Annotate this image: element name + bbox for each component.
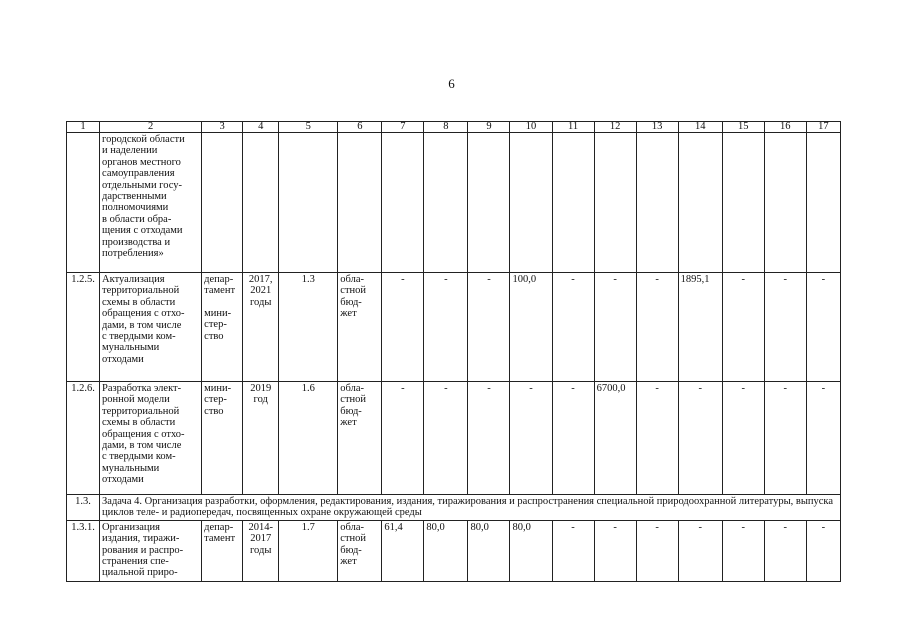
header-cell: 4 <box>243 122 279 133</box>
value-cell: - <box>764 273 806 382</box>
empty-cell <box>636 133 678 273</box>
name-cell-line: производства и <box>102 236 171 248</box>
task-row <box>67 495 841 521</box>
value-cell: - <box>424 382 468 495</box>
years-cell-line: 2021 <box>250 285 272 297</box>
executor-cell-line <box>204 297 240 308</box>
header-cell: 17 <box>806 122 840 133</box>
value-cell: 80,0 <box>424 520 468 581</box>
name-cell-line: ронной модели <box>102 394 170 406</box>
indicator-cell: 1.7 <box>279 520 338 581</box>
value-cell: - <box>678 520 722 581</box>
row-id-cell: 1.2.6. <box>67 382 100 495</box>
table-row <box>67 133 841 273</box>
years-cell-line: годы <box>250 296 272 308</box>
executor-cell-line: тамент <box>204 285 236 297</box>
years-cell-line: 2017, <box>248 274 273 285</box>
value-cell: 61,4 <box>382 520 424 581</box>
value-cell: - <box>636 273 678 382</box>
value-cell: 80,0 <box>468 520 510 581</box>
header-cell: 8 <box>424 122 468 133</box>
source-cell-line: обла- <box>340 383 365 394</box>
name-cell-line: Разработка элект- <box>102 383 182 394</box>
value-cell: - <box>468 382 510 495</box>
name-cell-line: отдельными госу- <box>102 179 183 191</box>
value-cell: - <box>636 382 678 495</box>
header-cell: 2 <box>100 122 202 133</box>
value-cell: - <box>594 273 636 382</box>
empty-cell <box>764 133 806 273</box>
executor-cell-line: стер- <box>204 319 227 331</box>
name-cell-line: с твердыми ком- <box>102 451 176 463</box>
name-cell-line: с твердыми ком- <box>102 331 176 343</box>
executor-cell-line: ство <box>204 405 224 417</box>
source-cell-line: жет <box>340 308 357 320</box>
executor-cell-line: мини- <box>204 307 232 319</box>
row-id-cell: 1.3. <box>67 495 100 521</box>
value-cell: - <box>382 273 424 382</box>
empty-cell <box>468 133 510 273</box>
table-row <box>67 273 841 382</box>
empty-cell <box>806 133 840 273</box>
empty-cell <box>678 133 722 273</box>
source-cell-line: стной <box>340 394 367 406</box>
value-cell: - <box>806 382 840 495</box>
name-cell-line: рования и распро- <box>102 544 184 556</box>
name-cell-line: обращения с отхо- <box>102 308 185 320</box>
name-cell-line: странения спе- <box>102 556 169 568</box>
empty-cell <box>552 133 594 273</box>
empty-cell <box>382 133 424 273</box>
executor-cell-line: ство <box>204 330 224 342</box>
value-cell: - <box>806 520 840 581</box>
source-cell-line: жет <box>340 417 357 429</box>
value-cell: - <box>722 273 764 382</box>
empty-cell <box>424 133 468 273</box>
value-cell: 80,0 <box>510 520 552 581</box>
name-cell <box>100 273 202 382</box>
executor-cell-line: тамент <box>204 533 236 545</box>
value-cell: 100,0 <box>510 273 552 382</box>
name-cell-line: территориальной <box>102 405 180 417</box>
name-cell-line: схемы в области <box>102 296 176 308</box>
source-cell-line: бюд- <box>340 405 362 417</box>
years-cell <box>243 273 279 382</box>
name-cell-line: и наделении <box>102 145 158 157</box>
value-cell: - <box>552 273 594 382</box>
executor-cell-line: депар- <box>204 521 234 533</box>
name-cell <box>100 520 202 581</box>
empty-cell <box>202 133 243 273</box>
header-cell: 7 <box>382 122 424 133</box>
header-cell: 14 <box>678 122 722 133</box>
header-cell: 12 <box>594 122 636 133</box>
value-cell: - <box>722 382 764 495</box>
name-cell-line: самоуправления <box>102 168 175 180</box>
name-cell-line: дами, в том числе <box>102 440 182 452</box>
value-cell: - <box>806 273 840 382</box>
value-cell: - <box>594 520 636 581</box>
indicator-cell: 1.6 <box>279 382 338 495</box>
value-cell: - <box>764 382 806 495</box>
name-cell <box>100 133 202 273</box>
name-cell-line: дарственными <box>102 191 167 203</box>
value-cell: - <box>636 520 678 581</box>
source-cell-line: жет <box>340 556 357 568</box>
source-cell-line: стной <box>340 285 367 297</box>
source-cell-line: обла- <box>340 274 365 285</box>
value-cell: - <box>382 382 424 495</box>
name-cell-line: потребления» <box>102 248 164 260</box>
name-cell-line: Организация <box>102 521 160 533</box>
years-cell-line: 2014- <box>248 521 273 533</box>
empty-cell <box>338 133 382 273</box>
header-cell: 15 <box>722 122 764 133</box>
header-cell: 13 <box>636 122 678 133</box>
name-cell-line: мунальными <box>102 342 160 354</box>
name-cell-line: отходами <box>102 353 144 365</box>
empty-cell <box>594 133 636 273</box>
name-cell-line: обращения с отхо- <box>102 428 185 440</box>
name-cell-line: органов местного <box>102 156 181 168</box>
name-cell-line: территориальной <box>102 285 180 297</box>
name-cell-line: городской области <box>102 134 185 145</box>
source-cell-line: бюд- <box>340 544 362 556</box>
header-cell: 6 <box>338 122 382 133</box>
empty-cell <box>510 133 552 273</box>
value-cell: - <box>552 382 594 495</box>
executor-cell <box>202 520 243 581</box>
row-id-cell: 1.2.5. <box>67 273 100 382</box>
executor-cell-line: мини- <box>204 383 232 394</box>
years-cell-line: 2017 <box>250 533 272 545</box>
page-number: 6 <box>448 76 455 91</box>
name-cell-line: издания, тиражи- <box>102 533 180 545</box>
executor-cell-line: стер- <box>204 394 227 406</box>
value-cell: - <box>722 520 764 581</box>
name-cell-line: Актуализация <box>102 274 165 285</box>
name-cell-line: в области обра- <box>102 213 172 225</box>
header-cell: 10 <box>510 122 552 133</box>
source-cell-line: обла- <box>340 521 365 533</box>
value-cell: - <box>552 520 594 581</box>
source-cell <box>338 382 382 495</box>
task-text-cell: Задача 4. Организация разработки, оформления, редактирования, издания, тиражирования и распространения специальной природоохранной литературы, выпуска циклов теле- и радиопередач, посвященных охране окружающей среды <box>100 495 841 521</box>
name-cell-line: отходами <box>102 474 144 486</box>
empty-cell <box>722 133 764 273</box>
name-cell-line: циальной приро- <box>102 567 178 579</box>
executor-cell-line: депар- <box>204 274 234 285</box>
header-cell: 1 <box>67 122 100 133</box>
value-cell: - <box>510 382 552 495</box>
executor-cell <box>202 382 243 495</box>
header-cell: 11 <box>552 122 594 133</box>
name-cell <box>100 382 202 495</box>
value-cell: - <box>678 382 722 495</box>
years-cell-line: год <box>253 394 268 406</box>
value-cell: - <box>424 273 468 382</box>
source-cell <box>338 520 382 581</box>
name-cell-line: дами, в том числе <box>102 319 182 331</box>
value-cell: 6700,0 <box>594 382 636 495</box>
table-row <box>67 520 841 581</box>
name-cell-line: мунальными <box>102 462 160 474</box>
header-cell: 5 <box>279 122 338 133</box>
years-cell-line: годы <box>250 544 272 556</box>
years-cell <box>243 382 279 495</box>
name-cell-line: схемы в области <box>102 417 176 429</box>
years-cell-line: 2019 <box>250 383 272 394</box>
header-cell: 9 <box>468 122 510 133</box>
table-row <box>67 382 841 495</box>
name-cell-line: щения с отходами <box>102 225 183 237</box>
value-cell: - <box>468 273 510 382</box>
value-cell: - <box>764 520 806 581</box>
indicator-cell: 1.3 <box>279 273 338 382</box>
row-id-cell: 1.3.1. <box>67 520 100 581</box>
source-cell <box>338 273 382 382</box>
empty-cell <box>243 133 279 273</box>
row-id-cell <box>67 133 100 273</box>
header-cell: 16 <box>764 122 806 133</box>
source-cell-line: стной <box>340 533 367 545</box>
empty-cell <box>279 133 338 273</box>
years-cell <box>243 520 279 581</box>
value-cell: 1895,1 <box>678 273 722 382</box>
name-cell-line: полномочиями <box>102 202 169 214</box>
executor-cell <box>202 273 243 382</box>
header-row <box>67 122 841 133</box>
header-cell: 3 <box>202 122 243 133</box>
source-cell-line: бюд- <box>340 296 362 308</box>
program-table <box>66 121 841 582</box>
